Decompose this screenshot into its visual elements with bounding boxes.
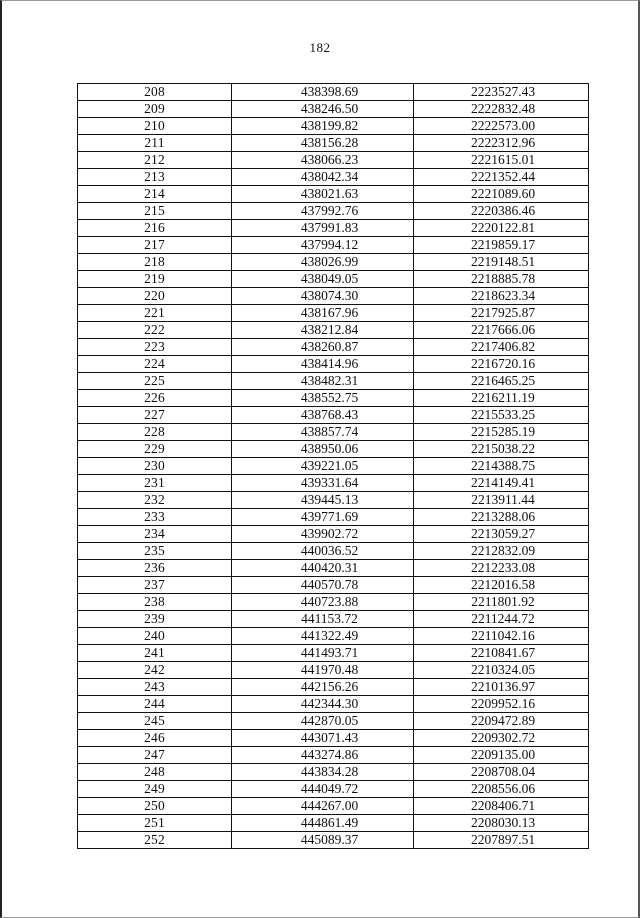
y-coordinate-cell: 2210136.97 xyxy=(414,679,589,696)
table-row xyxy=(78,339,589,356)
table-row xyxy=(78,152,589,169)
table-row xyxy=(78,577,589,594)
point-number-cell: 233 xyxy=(78,509,232,526)
table-row xyxy=(78,543,589,560)
table-row xyxy=(78,560,589,577)
point-number-cell: 219 xyxy=(78,271,232,288)
x-coordinate-cell: 438042.34 xyxy=(232,169,414,186)
y-coordinate-cell: 2214388.75 xyxy=(414,458,589,475)
point-number-cell: 250 xyxy=(78,798,232,815)
point-number-cell: 211 xyxy=(78,135,232,152)
x-coordinate-cell: 440420.31 xyxy=(232,560,414,577)
table-row xyxy=(78,611,589,628)
table-row xyxy=(78,288,589,305)
table-row xyxy=(78,84,589,101)
x-coordinate-cell: 438212.84 xyxy=(232,322,414,339)
table-row xyxy=(78,118,589,135)
point-number-cell: 221 xyxy=(78,305,232,322)
point-number-cell: 236 xyxy=(78,560,232,577)
x-coordinate-cell: 440570.78 xyxy=(232,577,414,594)
y-coordinate-cell: 2216465.25 xyxy=(414,373,589,390)
x-coordinate-cell: 438552.75 xyxy=(232,390,414,407)
y-coordinate-cell: 2212016.58 xyxy=(414,577,589,594)
y-coordinate-cell: 2219859.17 xyxy=(414,237,589,254)
y-coordinate-cell: 2218885.78 xyxy=(414,271,589,288)
point-number-cell: 228 xyxy=(78,424,232,441)
point-number-cell: 246 xyxy=(78,730,232,747)
x-coordinate-cell: 437991.83 xyxy=(232,220,414,237)
x-coordinate-cell: 440036.52 xyxy=(232,543,414,560)
x-coordinate-cell: 439902.72 xyxy=(232,526,414,543)
y-coordinate-cell: 2221615.01 xyxy=(414,152,589,169)
point-number-cell: 217 xyxy=(78,237,232,254)
y-coordinate-cell: 2218623.34 xyxy=(414,288,589,305)
table-row xyxy=(78,764,589,781)
table-row xyxy=(78,203,589,220)
coordinate-table-container xyxy=(77,83,588,849)
point-number-cell: 249 xyxy=(78,781,232,798)
point-number-cell: 218 xyxy=(78,254,232,271)
point-number-cell: 209 xyxy=(78,101,232,118)
x-coordinate-cell: 441493.71 xyxy=(232,645,414,662)
point-number-cell: 244 xyxy=(78,696,232,713)
y-coordinate-cell: 2223527.43 xyxy=(414,84,589,101)
x-coordinate-cell: 438066.23 xyxy=(232,152,414,169)
point-number-cell: 225 xyxy=(78,373,232,390)
coordinate-table xyxy=(77,83,589,849)
point-number-cell: 240 xyxy=(78,628,232,645)
y-coordinate-cell: 2213059.27 xyxy=(414,526,589,543)
x-coordinate-cell: 438156.28 xyxy=(232,135,414,152)
point-number-cell: 237 xyxy=(78,577,232,594)
table-row xyxy=(78,662,589,679)
x-coordinate-cell: 442156.26 xyxy=(232,679,414,696)
y-coordinate-cell: 2210841.67 xyxy=(414,645,589,662)
table-row xyxy=(78,373,589,390)
y-coordinate-cell: 2208030.13 xyxy=(414,815,589,832)
y-coordinate-cell: 2209952.16 xyxy=(414,696,589,713)
y-coordinate-cell: 2217406.82 xyxy=(414,339,589,356)
y-coordinate-cell: 2208406.71 xyxy=(414,798,589,815)
point-number-cell: 216 xyxy=(78,220,232,237)
x-coordinate-cell: 437994.12 xyxy=(232,237,414,254)
x-coordinate-cell: 438021.63 xyxy=(232,186,414,203)
point-number-cell: 239 xyxy=(78,611,232,628)
y-coordinate-cell: 2211801.92 xyxy=(414,594,589,611)
y-coordinate-cell: 2210324.05 xyxy=(414,662,589,679)
table-row xyxy=(78,526,589,543)
x-coordinate-cell: 439331.64 xyxy=(232,475,414,492)
table-row xyxy=(78,186,589,203)
y-coordinate-cell: 2215285.19 xyxy=(414,424,589,441)
point-number-cell: 238 xyxy=(78,594,232,611)
table-row xyxy=(78,458,589,475)
x-coordinate-cell: 438950.06 xyxy=(232,441,414,458)
point-number-cell: 231 xyxy=(78,475,232,492)
x-coordinate-cell: 444861.49 xyxy=(232,815,414,832)
table-row xyxy=(78,254,589,271)
point-number-cell: 208 xyxy=(78,84,232,101)
x-coordinate-cell: 438482.31 xyxy=(232,373,414,390)
table-row xyxy=(78,424,589,441)
y-coordinate-cell: 2221352.44 xyxy=(414,169,589,186)
x-coordinate-cell: 444267.00 xyxy=(232,798,414,815)
point-number-cell: 220 xyxy=(78,288,232,305)
y-coordinate-cell: 2216211.19 xyxy=(414,390,589,407)
x-coordinate-cell: 442870.05 xyxy=(232,713,414,730)
point-number-cell: 232 xyxy=(78,492,232,509)
y-coordinate-cell: 2207897.51 xyxy=(414,832,589,849)
x-coordinate-cell: 445089.37 xyxy=(232,832,414,849)
table-row xyxy=(78,509,589,526)
y-coordinate-cell: 2215533.25 xyxy=(414,407,589,424)
y-coordinate-cell: 2211244.72 xyxy=(414,611,589,628)
table-row xyxy=(78,390,589,407)
table-row xyxy=(78,798,589,815)
x-coordinate-cell: 439445.13 xyxy=(232,492,414,509)
table-row xyxy=(78,322,589,339)
point-number-cell: 223 xyxy=(78,339,232,356)
y-coordinate-cell: 2219148.51 xyxy=(414,254,589,271)
point-number-cell: 235 xyxy=(78,543,232,560)
x-coordinate-cell: 438260.87 xyxy=(232,339,414,356)
table-row xyxy=(78,271,589,288)
x-coordinate-cell: 438414.96 xyxy=(232,356,414,373)
y-coordinate-cell: 2222312.96 xyxy=(414,135,589,152)
y-coordinate-cell: 2217925.87 xyxy=(414,305,589,322)
point-number-cell: 226 xyxy=(78,390,232,407)
y-coordinate-cell: 2222832.48 xyxy=(414,101,589,118)
point-number-cell: 243 xyxy=(78,679,232,696)
table-row xyxy=(78,628,589,645)
x-coordinate-cell: 444049.72 xyxy=(232,781,414,798)
y-coordinate-cell: 2217666.06 xyxy=(414,322,589,339)
point-number-cell: 215 xyxy=(78,203,232,220)
x-coordinate-cell: 443071.43 xyxy=(232,730,414,747)
x-coordinate-cell: 442344.30 xyxy=(232,696,414,713)
x-coordinate-cell: 437992.76 xyxy=(232,203,414,220)
point-number-cell: 230 xyxy=(78,458,232,475)
x-coordinate-cell: 438167.96 xyxy=(232,305,414,322)
table-row xyxy=(78,730,589,747)
point-number-cell: 247 xyxy=(78,747,232,764)
x-coordinate-cell: 443274.86 xyxy=(232,747,414,764)
y-coordinate-cell: 2208708.04 xyxy=(414,764,589,781)
table-row xyxy=(78,594,589,611)
point-number-cell: 212 xyxy=(78,152,232,169)
table-row xyxy=(78,832,589,849)
table-row xyxy=(78,781,589,798)
table-row xyxy=(78,645,589,662)
table-row xyxy=(78,356,589,373)
point-number-cell: 224 xyxy=(78,356,232,373)
table-row xyxy=(78,305,589,322)
x-coordinate-cell: 441322.49 xyxy=(232,628,414,645)
y-coordinate-cell: 2215038.22 xyxy=(414,441,589,458)
y-coordinate-cell: 2216720.16 xyxy=(414,356,589,373)
point-number-cell: 241 xyxy=(78,645,232,662)
x-coordinate-cell: 441970.48 xyxy=(232,662,414,679)
table-row xyxy=(78,101,589,118)
y-coordinate-cell: 2220122.81 xyxy=(414,220,589,237)
table-row xyxy=(78,475,589,492)
x-coordinate-cell: 438049.05 xyxy=(232,271,414,288)
point-number-cell: 251 xyxy=(78,815,232,832)
point-number-cell: 248 xyxy=(78,764,232,781)
table-row xyxy=(78,815,589,832)
table-row xyxy=(78,441,589,458)
table-row xyxy=(78,407,589,424)
x-coordinate-cell: 438246.50 xyxy=(232,101,414,118)
point-number-cell: 242 xyxy=(78,662,232,679)
x-coordinate-cell: 439221.05 xyxy=(232,458,414,475)
y-coordinate-cell: 2213288.06 xyxy=(414,509,589,526)
page-number: 182 xyxy=(309,40,331,55)
table-row xyxy=(78,169,589,186)
x-coordinate-cell: 443834.28 xyxy=(232,764,414,781)
point-number-cell: 213 xyxy=(78,169,232,186)
table-row xyxy=(78,492,589,509)
point-number-cell: 227 xyxy=(78,407,232,424)
y-coordinate-cell: 2209472.89 xyxy=(414,713,589,730)
x-coordinate-cell: 438074.30 xyxy=(232,288,414,305)
point-number-cell: 245 xyxy=(78,713,232,730)
y-coordinate-cell: 2214149.41 xyxy=(414,475,589,492)
x-coordinate-cell: 440723.88 xyxy=(232,594,414,611)
x-coordinate-cell: 438026.99 xyxy=(232,254,414,271)
point-number-cell: 252 xyxy=(78,832,232,849)
table-row xyxy=(78,679,589,696)
y-coordinate-cell: 2221089.60 xyxy=(414,186,589,203)
y-coordinate-cell: 2209302.72 xyxy=(414,730,589,747)
y-coordinate-cell: 2209135.00 xyxy=(414,747,589,764)
x-coordinate-cell: 439771.69 xyxy=(232,509,414,526)
table-row xyxy=(78,696,589,713)
x-coordinate-cell: 438398.69 xyxy=(232,84,414,101)
point-number-cell: 222 xyxy=(78,322,232,339)
table-row xyxy=(78,237,589,254)
x-coordinate-cell: 438199.82 xyxy=(232,118,414,135)
table-row xyxy=(78,220,589,237)
point-number-cell: 214 xyxy=(78,186,232,203)
y-coordinate-cell: 2212233.08 xyxy=(414,560,589,577)
coordinate-table-body xyxy=(78,84,589,849)
y-coordinate-cell: 2208556.06 xyxy=(414,781,589,798)
y-coordinate-cell: 2211042.16 xyxy=(414,628,589,645)
table-row xyxy=(78,713,589,730)
x-coordinate-cell: 441153.72 xyxy=(232,611,414,628)
table-row xyxy=(78,135,589,152)
x-coordinate-cell: 438857.74 xyxy=(232,424,414,441)
y-coordinate-cell: 2222573.00 xyxy=(414,118,589,135)
point-number-cell: 229 xyxy=(78,441,232,458)
y-coordinate-cell: 2213911.44 xyxy=(414,492,589,509)
y-coordinate-cell: 2220386.46 xyxy=(414,203,589,220)
x-coordinate-cell: 438768.43 xyxy=(232,407,414,424)
table-row xyxy=(78,747,589,764)
point-number-cell: 234 xyxy=(78,526,232,543)
point-number-cell: 210 xyxy=(78,118,232,135)
y-coordinate-cell: 2212832.09 xyxy=(414,543,589,560)
